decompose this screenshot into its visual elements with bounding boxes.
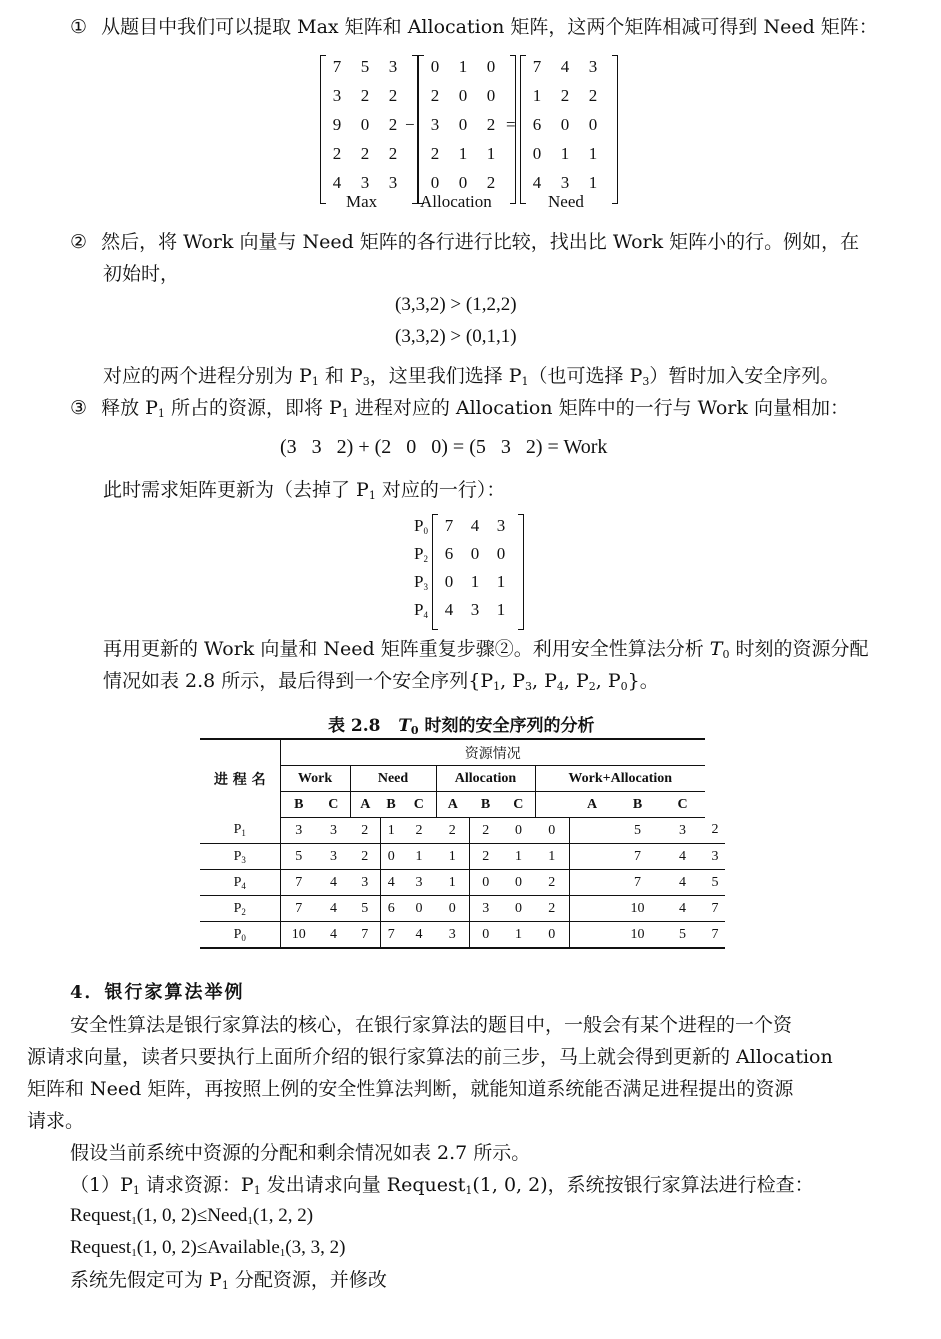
- text: 请求资源：P: [139, 1174, 254, 1196]
- text: 此时需求矩阵更新为（去掉了 P: [103, 479, 369, 501]
- step2-line2: 初始时，: [103, 263, 180, 285]
- comparison-1: (3,3,2) > (1,2,2): [395, 294, 517, 315]
- check-need: [70, 1205, 313, 1227]
- sub-header: C: [317, 792, 350, 818]
- matrix-cell: 0: [430, 173, 440, 192]
- table-value: 7: [705, 922, 725, 949]
- table-value: 10: [615, 896, 660, 922]
- sub-header: A: [350, 792, 380, 818]
- subscript: 1: [247, 1215, 253, 1227]
- table-value: 3: [350, 870, 380, 896]
- table-value: 1: [402, 844, 436, 870]
- table-value: 1: [436, 870, 469, 896]
- step3-line: [70, 397, 849, 419]
- text: }。: [627, 670, 659, 692]
- table-row: [200, 896, 725, 922]
- matrix-cell: 1: [496, 572, 506, 591]
- process-subscript: 2: [241, 906, 246, 917]
- work-equation: (3 3 2) + (2 0 0) = (5 3 2) = Work: [280, 436, 608, 458]
- table-value: 5: [660, 922, 705, 949]
- table-value: 3: [402, 870, 436, 896]
- group-header: Allocation: [436, 766, 535, 792]
- table-value: 0: [502, 896, 535, 922]
- text: 再用更新的 Work 向量和 Need 矩阵重复步骤②。利用安全性算法分析: [103, 638, 710, 660]
- text: T: [398, 716, 411, 736]
- matrix-cell: 4: [532, 173, 542, 192]
- process-cell: [200, 870, 280, 896]
- sub-header: B: [280, 792, 317, 818]
- matrix-cell: 2: [588, 86, 598, 105]
- table-value: 7: [350, 922, 380, 949]
- matrix-cell: 2: [430, 86, 440, 105]
- table-row: [200, 818, 725, 844]
- step1-marker: ①: [70, 16, 88, 38]
- text: 和 P: [318, 365, 363, 387]
- step2-text-1: 然后，将 Work 向量与 Need 矩阵的各行进行比较，找出比 Work 矩阵小的行。例如，在: [101, 231, 860, 253]
- sub-header: B: [380, 792, 402, 818]
- text: Request: [70, 1237, 132, 1258]
- matrix-cell: 2: [360, 144, 370, 163]
- subscript: 1: [465, 1184, 473, 1197]
- table-value: 0: [402, 896, 436, 922]
- para1-line2: 源请求向量，读者只要执行上面所介绍的银行家算法的前三步，马上就会得到更新的 Allocation: [27, 1046, 833, 1068]
- table-value: 4: [660, 896, 705, 922]
- matrix-cell: 2: [486, 173, 496, 192]
- sub-header: B: [615, 792, 660, 818]
- table-value: 1: [380, 818, 402, 844]
- text: , P: [595, 670, 621, 692]
- subscript: 3: [642, 375, 650, 388]
- text: 释放 P: [101, 397, 158, 419]
- matrix-cell: 0: [458, 115, 468, 134]
- process-letter: P: [233, 822, 242, 838]
- table-value: 7: [705, 896, 725, 922]
- subscript: 1: [131, 1247, 137, 1259]
- matrix-cell: 2: [388, 144, 398, 163]
- matrix-cell: 1: [560, 144, 570, 163]
- matrix-cell: 0: [458, 173, 468, 192]
- matrix-cell: 6: [532, 115, 542, 134]
- text: (1, 2, 2): [252, 1205, 314, 1226]
- matrix-cell: 3: [496, 516, 506, 535]
- process-cell: [200, 922, 280, 949]
- equals-sign: =: [506, 115, 516, 134]
- table-value: 2: [705, 818, 725, 844]
- matrix-cell: 3: [588, 57, 598, 76]
- matrix-cell: 3: [560, 173, 570, 192]
- subscript: 1: [368, 489, 376, 502]
- matrix-cell: 2: [388, 86, 398, 105]
- process-letter: P: [414, 600, 424, 619]
- matrix-cell: 6: [444, 544, 454, 563]
- table-value: 2: [436, 818, 469, 844]
- matrix-cell: 1: [496, 600, 506, 619]
- bracket-right: [518, 514, 524, 630]
- table-value: 4: [317, 870, 350, 896]
- matrix-cell: 0: [444, 572, 454, 591]
- matrix-cell: 2: [388, 115, 398, 134]
- table-value: 0: [502, 818, 535, 844]
- subscript: 1: [493, 680, 501, 693]
- para2: 假设当前系统中资源的分配和剩余情况如表 2.7 所示。: [70, 1142, 531, 1164]
- step2-line1: [70, 231, 859, 253]
- process-letter: P: [233, 874, 242, 890]
- matrix-cell: 0: [470, 544, 480, 563]
- process-cell: [200, 844, 280, 870]
- need-label: Need: [548, 192, 584, 211]
- matrix-cell: 0: [486, 57, 496, 76]
- subscript: 1: [221, 1279, 229, 1292]
- text: 情况如表 2.8 所示，最后得到一个安全序列{P: [103, 670, 494, 692]
- table-value: 4: [660, 870, 705, 896]
- subscript: 1: [132, 1184, 140, 1197]
- comparison-2: (3,3,2) > (0,1,1): [395, 326, 517, 347]
- table-value: 3: [317, 818, 350, 844]
- matrix-cell: 4: [332, 173, 342, 192]
- text: 分配资源，并修改: [228, 1269, 387, 1291]
- text: , P: [500, 670, 526, 692]
- table-cell: [569, 818, 615, 844]
- table-value: 4: [317, 896, 350, 922]
- table-value: 5: [280, 844, 317, 870]
- repeat-line-1: [103, 638, 868, 660]
- matrix-cell: 9: [332, 115, 342, 134]
- text: 发出请求向量 Request: [260, 1174, 466, 1196]
- text: ）暂时加入安全序列。: [649, 365, 840, 387]
- process-subscript: 1: [241, 828, 246, 839]
- matrix-cell: 3: [430, 115, 440, 134]
- table-value: 0: [535, 818, 569, 844]
- bracket-left: [432, 514, 438, 630]
- table-value: 2: [402, 818, 436, 844]
- table-value: 3: [280, 818, 317, 844]
- matrix-cell: 2: [560, 86, 570, 105]
- table-cell: [569, 896, 615, 922]
- table-value: 0: [502, 870, 535, 896]
- table-value: 4: [660, 844, 705, 870]
- check-available: [70, 1237, 345, 1259]
- table-value: 1: [502, 922, 535, 949]
- matrix-cell: 0: [496, 544, 506, 563]
- table-value: 1: [535, 844, 569, 870]
- bracket-left: [520, 55, 526, 204]
- para1-line3: 矩阵和 Need 矩阵，再按照上例的安全性算法判断，就能知道系统能否满足进程提出的资源: [27, 1078, 794, 1100]
- table-header-row: [200, 739, 725, 766]
- step1-line: [70, 16, 878, 38]
- allocation-label: Allocation: [420, 192, 492, 211]
- matrix-cell: 1: [588, 144, 598, 163]
- table-value: 3: [317, 844, 350, 870]
- table-row: [200, 870, 725, 896]
- table-value: 3: [660, 818, 705, 844]
- table-value: 0: [469, 922, 502, 949]
- process-subscript: 4: [241, 880, 246, 891]
- subscript: 3: [362, 375, 370, 388]
- process-letter: P: [233, 900, 242, 916]
- matrix-cell: 2: [430, 144, 440, 163]
- table-value: 2: [535, 896, 569, 922]
- text: 系统先假定可为 P: [70, 1269, 222, 1291]
- matrix-cell: 3: [332, 86, 342, 105]
- repeat-line-2: [103, 670, 659, 692]
- group-header: Work+Allocation: [535, 766, 705, 792]
- process-subscript: 4: [423, 610, 428, 620]
- text: （也可选择 P: [528, 365, 643, 387]
- step3-marker: ③: [70, 397, 88, 419]
- table-value: 3: [469, 896, 502, 922]
- table-cell: [569, 844, 615, 870]
- last-line: [70, 1269, 387, 1291]
- table-cell: [569, 922, 615, 949]
- table-row: [200, 844, 725, 870]
- subscript: 1: [521, 375, 529, 388]
- text: Request: [70, 1205, 132, 1226]
- sub-header: B: [469, 792, 502, 818]
- table-value: 4: [380, 870, 402, 896]
- group-header: Work: [280, 766, 350, 792]
- subscript: 1: [311, 375, 319, 388]
- subscript: 2: [588, 680, 596, 693]
- process-header: 进 程 名: [200, 739, 280, 818]
- table-value: 2: [350, 818, 380, 844]
- process-letter: P: [233, 926, 242, 942]
- matrix-cell: 2: [486, 115, 496, 134]
- process-label: [414, 516, 428, 536]
- process-label: [414, 572, 428, 592]
- subscript: 1: [253, 1184, 261, 1197]
- table-value: 4: [317, 922, 350, 949]
- step2-marker: ②: [70, 231, 88, 253]
- sub-header: C: [402, 792, 436, 818]
- matrix-cell: 1: [470, 572, 480, 591]
- table-value: 3: [705, 844, 725, 870]
- table-value: 4: [402, 922, 436, 949]
- text: 时刻的安全序列的分析: [418, 716, 595, 736]
- table-value: 1: [502, 844, 535, 870]
- text: (1, 0, 2)≤Need: [136, 1205, 248, 1226]
- bracket-left: [320, 55, 326, 204]
- request-line: [70, 1174, 814, 1196]
- table-value: 2: [469, 844, 502, 870]
- table-value: 1: [436, 844, 469, 870]
- max-label: Max: [346, 192, 378, 211]
- section-heading: 4．银行家算法举例: [70, 982, 245, 1003]
- sub-header: C: [660, 792, 705, 818]
- table-value: 10: [280, 922, 317, 949]
- matrix-cell: 0: [486, 86, 496, 105]
- table-value: 10: [615, 922, 660, 949]
- table-value: 2: [350, 844, 380, 870]
- process-cell: [200, 818, 280, 844]
- subscript: 0: [722, 648, 730, 661]
- matrix-cell: 3: [388, 57, 398, 76]
- text: 表 2.8: [328, 716, 399, 736]
- matrix-cell: 1: [458, 144, 468, 163]
- matrix-cell: 7: [532, 57, 542, 76]
- table-value: 7: [280, 870, 317, 896]
- process-letter: P: [414, 544, 424, 563]
- step1-text: 从题目中我们可以提取 Max 矩阵和 Allocation 矩阵，这两个矩阵相减可得到 Need 矩阵：: [101, 16, 878, 38]
- safety-table: [200, 738, 725, 949]
- table-value: 0: [535, 922, 569, 949]
- process-label: [414, 600, 428, 620]
- text: 对应的一行）：: [375, 479, 506, 501]
- text: （1）P: [70, 1174, 133, 1196]
- matrix-cell: 7: [332, 57, 342, 76]
- table-value: 7: [615, 844, 660, 870]
- minus-sign: −: [405, 115, 415, 134]
- matrix-cell: 1: [486, 144, 496, 163]
- bracket-right: [612, 55, 618, 204]
- text: , P: [563, 670, 589, 692]
- matrix-cell: 1: [458, 57, 468, 76]
- sub-header: A: [436, 792, 469, 818]
- subscript: 1: [157, 407, 165, 420]
- process-cell: [200, 896, 280, 922]
- text: T: [709, 638, 723, 660]
- subscript: 1: [279, 1247, 286, 1259]
- table-value: 5: [705, 870, 725, 896]
- table-value: 7: [380, 922, 402, 949]
- matrix-cell: 3: [470, 600, 480, 619]
- matrix-cell: 2: [332, 144, 342, 163]
- subscript: 3: [525, 680, 533, 693]
- para1-line1: 安全性算法是银行家算法的核心，在银行家算法的题目中，一般会有某个进程的一个资: [70, 1014, 793, 1036]
- matrix-cell: 1: [588, 173, 598, 192]
- table-row: [200, 922, 725, 949]
- text: 时刻的资源分配: [729, 638, 869, 660]
- process-subscript: 3: [241, 854, 246, 865]
- matrix-cell: 3: [388, 173, 398, 192]
- table-value: 2: [535, 870, 569, 896]
- process-subscript: 3: [423, 582, 428, 592]
- subscript: 0: [620, 680, 628, 693]
- process-letter: P: [414, 516, 424, 535]
- matrix-cell: 4: [444, 600, 454, 619]
- table-value: 0: [436, 896, 469, 922]
- matrix-cell: 0: [588, 115, 598, 134]
- text: 所占的资源，即将 P: [164, 397, 342, 419]
- process-letter: P: [233, 848, 242, 864]
- subscript: 1: [131, 1215, 137, 1227]
- table-caption: [328, 711, 594, 736]
- process-subscript: 2: [423, 554, 428, 564]
- matrix-cell: 3: [360, 173, 370, 192]
- matrix-cell: 0: [430, 57, 440, 76]
- matrix-cell: 2: [360, 86, 370, 105]
- subscript: 0: [410, 724, 419, 737]
- update-line: [103, 479, 505, 501]
- table-cell: [569, 870, 615, 896]
- resource-header: 资源情况: [280, 739, 705, 766]
- text: (1, 0, 2)≤Available: [136, 1237, 280, 1258]
- table-value: 5: [350, 896, 380, 922]
- sub-header: A: [569, 792, 615, 818]
- text: , P: [532, 670, 557, 692]
- table-value: 0: [469, 870, 502, 896]
- sub-header: C: [502, 792, 535, 818]
- process-letter: P: [414, 572, 424, 591]
- table-value: 6: [380, 896, 402, 922]
- subscript: 4: [556, 680, 564, 693]
- table-value: 0: [380, 844, 402, 870]
- table-value: 7: [615, 870, 660, 896]
- matrix-cell: 0: [560, 115, 570, 134]
- process-subscript: 0: [241, 932, 246, 943]
- text: 对应的两个进程分别为 P: [103, 365, 312, 387]
- subscript: 1: [341, 407, 349, 420]
- para1-line4: 请求。: [27, 1110, 85, 1132]
- matrix-cell: 1: [532, 86, 542, 105]
- matrix-cell: 0: [458, 86, 468, 105]
- matrix-cell: 7: [444, 516, 454, 535]
- text: (1, 0, 2)，系统按银行家算法进行检查：: [472, 1174, 814, 1196]
- text: (3, 3, 2): [285, 1237, 346, 1258]
- text: 进程对应的 Allocation 矩阵中的一行与 Work 向量相加：: [348, 397, 849, 419]
- table-cell: [535, 792, 569, 818]
- matrix-cell: 4: [470, 516, 480, 535]
- matrix-cell: 4: [560, 57, 570, 76]
- process-label: [414, 544, 428, 564]
- group-header: Need: [350, 766, 436, 792]
- matrix-cell: 0: [532, 144, 542, 163]
- text: ，这里我们选择 P: [369, 365, 522, 387]
- process-subscript: 0: [423, 526, 428, 536]
- table-value: 5: [615, 818, 660, 844]
- bracket-left: [418, 55, 424, 204]
- matrix-cell: 0: [360, 115, 370, 134]
- step2-conclusion: [103, 365, 839, 387]
- table-value: 2: [469, 818, 502, 844]
- matrix-cell: 5: [360, 57, 370, 76]
- table-value: 7: [280, 896, 317, 922]
- table-value: 3: [436, 922, 469, 949]
